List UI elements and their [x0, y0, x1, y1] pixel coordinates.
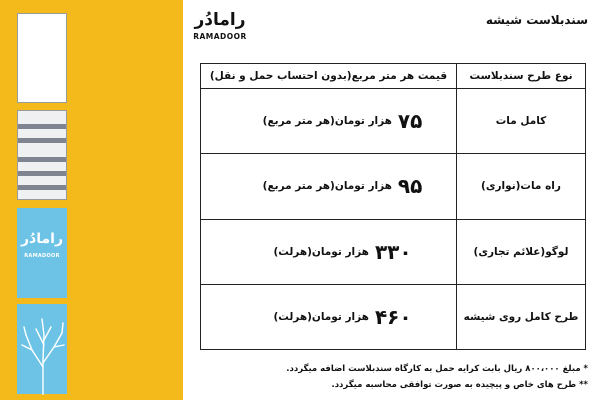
table-row	[201, 154, 586, 219]
row-price	[201, 219, 457, 284]
price-currency: هزار تومان	[334, 115, 392, 128]
row-type: لوگو(علائم تجاری)	[457, 219, 586, 284]
price-unit: (هرلت)	[273, 245, 312, 258]
price-value: ۷۵	[397, 109, 423, 134]
page-title: سندبلاست شیشه	[485, 13, 588, 27]
price-currency: هزار تومان	[311, 245, 369, 258]
price-unit: (هر متر مربع)	[262, 180, 335, 193]
table-row	[201, 284, 586, 349]
price-value: ۴۶۰	[374, 304, 412, 329]
tree-design-icon	[18, 305, 68, 395]
logo-sample-en: RAMADOOR	[24, 253, 60, 259]
row-type: کامل مات	[457, 89, 586, 154]
glass-logo-sample	[17, 208, 67, 298]
price-unit: (هر متر مربع)	[262, 115, 335, 128]
row-type: راه مات(نواری)	[457, 154, 586, 219]
glass-full-frosted-sample	[17, 13, 67, 103]
price-currency: هزار تومان	[334, 180, 392, 193]
price-unit: (هرلت)	[273, 310, 312, 323]
glass-striped-sample	[17, 110, 67, 200]
header-price: قیمت هر متر مربع(بدون احتساب حمل و نقل)	[201, 64, 457, 89]
table-header-row	[201, 64, 586, 89]
row-type: طرح کامل روی شیشه	[457, 284, 586, 349]
price-value: ۹۵	[397, 174, 423, 199]
footnote-custom-designs: ** طرح های خاص و پیچیده به صورت توافقی محاسبه میگردد.	[331, 380, 588, 390]
table-row	[201, 89, 586, 154]
row-price	[201, 89, 457, 154]
brand-name-en: RAMADOOR	[193, 32, 247, 41]
brand-name-fa: رامادُر	[194, 10, 246, 30]
logo-sample-fa: رامادُر	[20, 231, 64, 247]
brand-logo	[185, 10, 255, 41]
footnote-shipping: * مبلغ ۸۰۰،۰۰۰ ریال بابت کرایه حمل به کارگاه سندبلاست اضافه میگردد.	[286, 364, 588, 374]
frosted-stripe	[18, 171, 66, 176]
frosted-stripe	[18, 138, 66, 143]
row-price	[201, 154, 457, 219]
row-price	[201, 284, 457, 349]
price-table	[200, 63, 586, 350]
frosted-stripe	[18, 185, 66, 190]
glass-full-design-sample	[17, 304, 67, 394]
frosted-stripe	[18, 124, 66, 129]
price-currency: هزار تومان	[311, 310, 369, 323]
header-type: نوع طرح سندبلاست	[457, 64, 586, 89]
price-value: ۳۳۰	[374, 239, 412, 264]
frosted-stripe	[18, 157, 66, 162]
table-row	[201, 219, 586, 284]
sidebar	[0, 0, 183, 400]
